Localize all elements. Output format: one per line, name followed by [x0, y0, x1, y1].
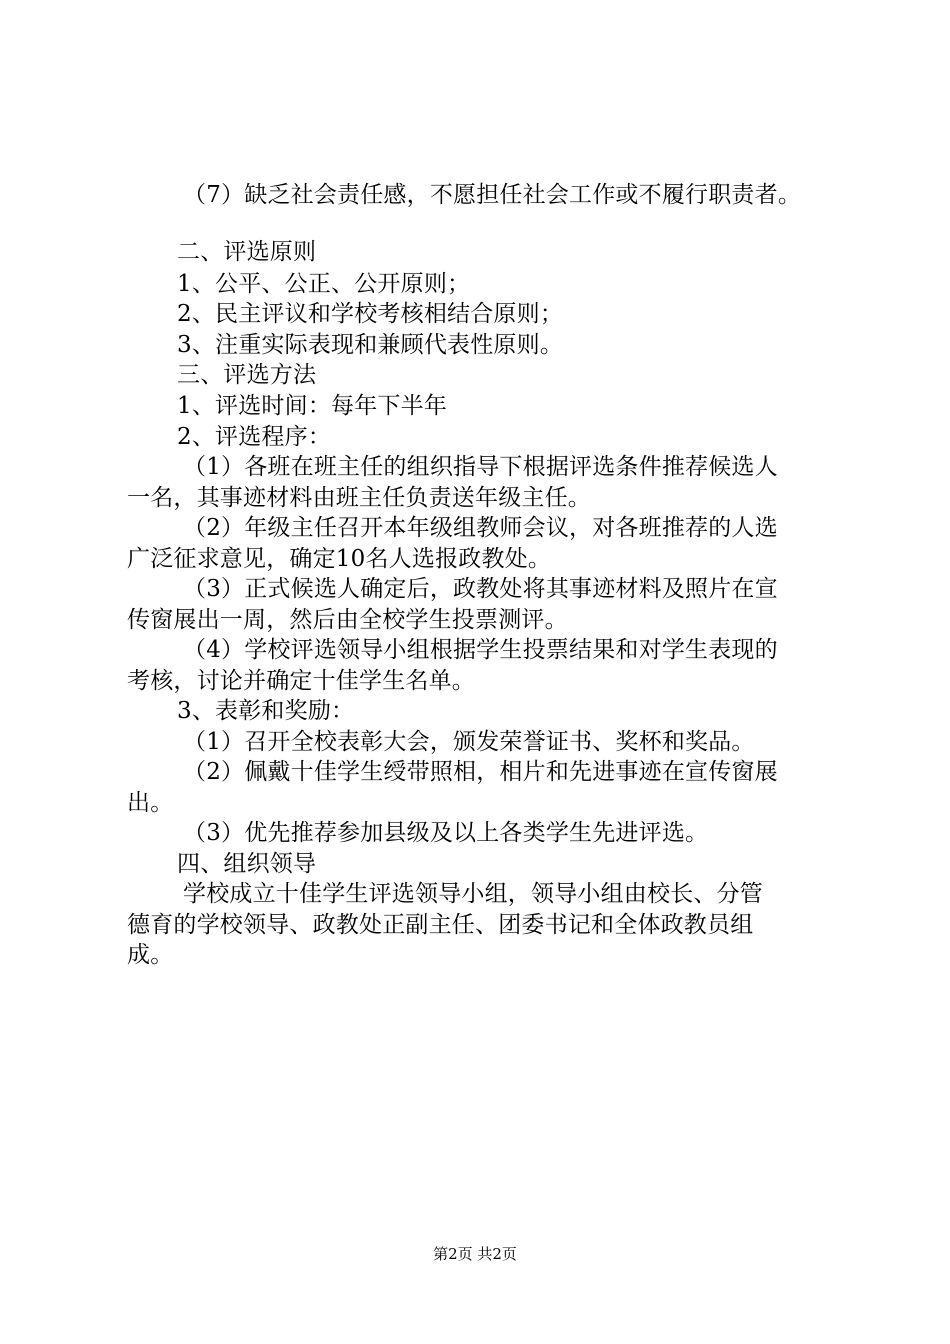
paragraph-line: 成。: [127, 942, 174, 968]
paragraph-line: （4）学校评选领导小组根据学生投票结果和对学生表现的: [183, 637, 778, 663]
paragraph-line: 一名，其事迹材料由班主任负责送年级主任。: [127, 485, 591, 511]
paragraph-line: （2）年级主任召开本年级组教师会议，对各班推荐的人选: [183, 515, 778, 541]
paragraph-line: 德育的学校领导、政教处正副主任、团委书记和全体政教员组: [127, 912, 754, 938]
section-heading: 二、评选原则: [177, 239, 317, 265]
paragraph-line: 广泛征求意见，确定10名人选报政教处。: [127, 546, 552, 572]
paragraph-line: 出。: [127, 790, 174, 816]
paragraph-line: （7）缺乏社会责任感，不愿担任社会工作或不履行职责者。: [183, 182, 802, 208]
section-heading: 三、评选方法: [177, 362, 317, 388]
paragraph-line: 考核，讨论并确定十佳学生名单。: [127, 668, 475, 694]
paragraph-line: 学校成立十佳学生评选领导小组，领导小组由校长、分管: [183, 881, 763, 907]
paragraph-line: （3）优先推荐参加县级及以上各类学生先进评选。: [183, 820, 709, 846]
paragraph-line: 3、表彰和奖励：: [177, 698, 355, 724]
section-heading: 四、组织领导: [177, 851, 317, 877]
paragraph-line: （2）佩戴十佳学生绶带照相，相片和先进事迹在宣传窗展: [183, 759, 778, 785]
paragraph-line: 3、注重实际表现和兼顾代表性原则。: [177, 332, 564, 358]
paragraph-line: 传窗展出一周，然后由全校学生投票测评。: [127, 607, 568, 633]
paragraph-line: 1、评选时间：每年下半年: [177, 393, 448, 419]
paragraph-line: （1）召开全校表彰大会，颁发荣誉证书、奖杯和奖品。: [183, 729, 755, 755]
paragraph-line: （3）正式候选人确定后，政教处将其事迹材料及照片在宣: [183, 576, 778, 602]
paragraph-line: （1）各班在班主任的组织指导下根据评选条件推荐候选人: [183, 454, 778, 480]
paragraph-line: 1、公平、公正、公开原则；: [177, 271, 471, 297]
page-footer: 第2页 共2页: [433, 1245, 517, 1263]
paragraph-line: 2、评选程序：: [177, 424, 332, 450]
paragraph-line: 2、民主评议和学校考核相结合原则；: [177, 301, 564, 327]
